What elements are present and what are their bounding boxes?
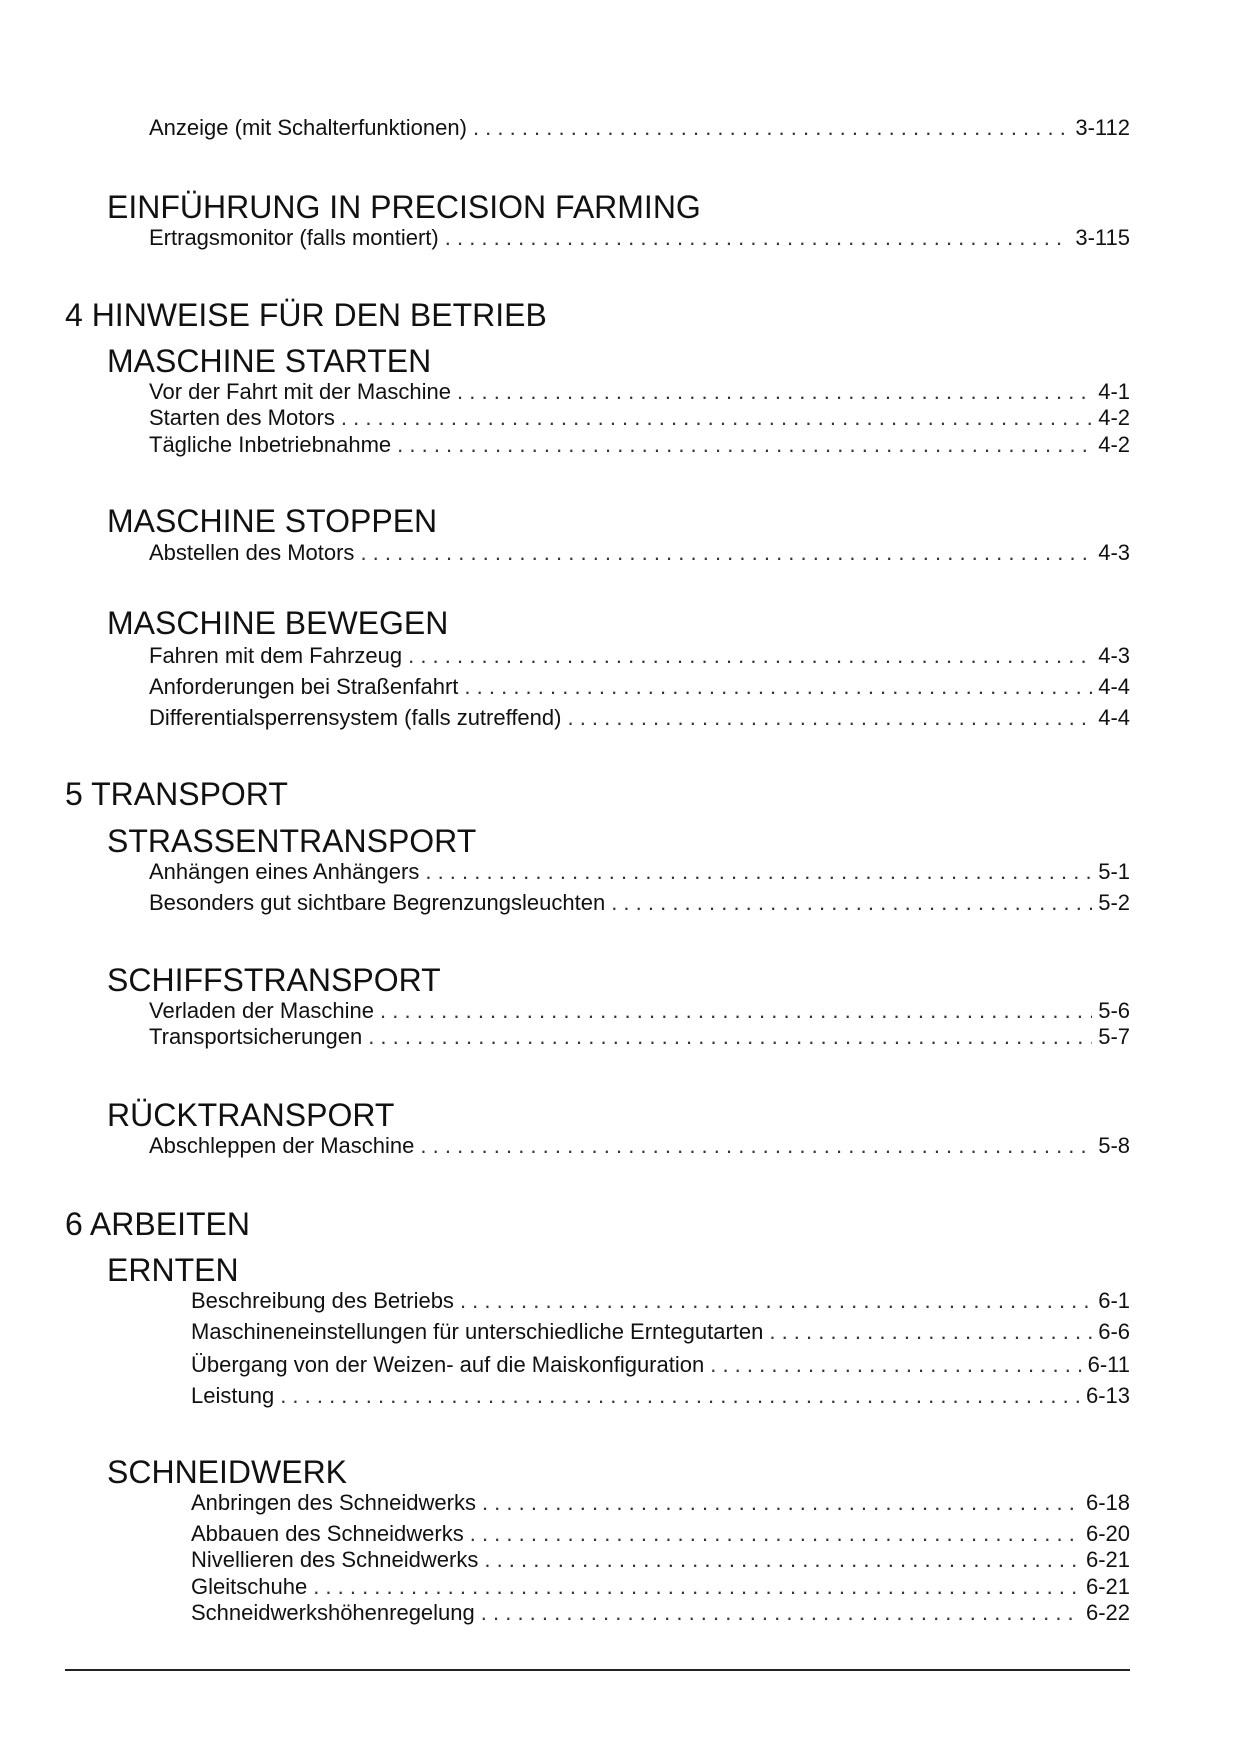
section-heading: MASCHINE BEWEGEN [107, 605, 449, 641]
section-heading: MASCHINE STOPPEN [107, 503, 438, 539]
toc-entry[interactable] [191, 1288, 1130, 1316]
toc-entry[interactable] [149, 705, 1130, 733]
dot-leader [420, 1133, 1092, 1159]
entry-page: 6-21 [1085, 1547, 1130, 1572]
entry-page: 3-115 [1075, 225, 1130, 250]
entry-title: Gleitschuhe [191, 1574, 308, 1599]
toc-entry[interactable] [149, 674, 1130, 702]
toc-entry[interactable] [191, 1383, 1130, 1411]
entry-page: 4-3 [1098, 540, 1130, 565]
section-heading: MASCHINE STARTEN [107, 343, 432, 379]
dot-leader [380, 998, 1092, 1024]
chapter-heading: 5 TRANSPORT [65, 776, 288, 812]
entry-title: Abstellen des Motors [149, 540, 355, 565]
dot-leader [567, 705, 1092, 731]
entry-page: 5-7 [1098, 1024, 1130, 1049]
section-heading: ERNTEN [107, 1252, 239, 1288]
dot-leader [408, 643, 1092, 669]
entry-title: Abbauen des Schneidwerks [191, 1521, 464, 1546]
entry-page: 5-1 [1098, 859, 1130, 884]
toc-entry[interactable] [149, 998, 1130, 1026]
entry-title: Starten des Motors [149, 405, 335, 430]
entry-page: 4-2 [1098, 432, 1130, 457]
entry-page: 6-21 [1085, 1574, 1130, 1599]
entry-page: 6-13 [1085, 1383, 1130, 1408]
dot-leader [710, 1352, 1081, 1378]
toc-entry[interactable] [191, 1521, 1130, 1549]
entry-page: 6-11 [1087, 1352, 1130, 1377]
toc-entry[interactable] [149, 405, 1130, 433]
toc-entry[interactable] [149, 1024, 1130, 1052]
entry-page: 6-1 [1098, 1288, 1130, 1313]
dot-leader [473, 115, 1069, 141]
entry-page: 4-2 [1098, 405, 1130, 430]
toc-entry[interactable] [191, 1490, 1130, 1518]
toc-entry[interactable] [149, 1133, 1130, 1161]
dot-leader [484, 1547, 1080, 1573]
entry-title: Schneidwerkshöhenregelung [191, 1600, 475, 1625]
entry-title: Transportsicherungen [149, 1024, 363, 1049]
entry-title: Anforderungen bei Straßenfahrt [149, 674, 459, 699]
toc-entry[interactable] [149, 225, 1130, 253]
dot-leader [341, 405, 1092, 431]
chapter-heading: 4 HINWEISE FÜR DEN BETRIEB [65, 297, 547, 333]
toc-entry[interactable] [149, 890, 1130, 918]
dot-leader [445, 225, 1070, 251]
section-heading: SCHNEIDWERK [107, 1454, 348, 1490]
toc-entry[interactable] [149, 379, 1130, 407]
entry-title: Anbringen des Schneidwerks [191, 1490, 476, 1515]
entry-title: Fahren mit dem Fahrzeug [149, 643, 403, 668]
dot-leader [313, 1574, 1080, 1600]
toc-entry[interactable] [191, 1574, 1130, 1602]
entry-title: Nivellieren des Schneidwerks [191, 1547, 479, 1572]
dot-leader [368, 1024, 1092, 1050]
entry-page: 6-20 [1085, 1521, 1130, 1546]
bottom-rule [65, 1669, 1130, 1671]
dot-leader [464, 674, 1092, 700]
dot-leader [360, 540, 1092, 566]
entry-title: Beschreibung des Betriebs [191, 1288, 454, 1313]
dot-leader [470, 1521, 1080, 1547]
dot-leader [457, 379, 1092, 405]
entry-page: 6-22 [1085, 1600, 1130, 1625]
entry-page: 4-3 [1098, 643, 1130, 668]
toc-entry[interactable] [149, 432, 1130, 460]
toc-entry[interactable] [149, 643, 1130, 671]
dot-leader [280, 1383, 1080, 1409]
entry-title: Anhängen eines Anhängers [149, 859, 420, 884]
entry-title: Ertragsmonitor (falls montiert) [149, 225, 439, 250]
toc-entry[interactable] [149, 859, 1130, 887]
entry-title: Verladen der Maschine [149, 998, 375, 1023]
section-heading: STRASSENTRANSPORT [107, 823, 477, 859]
entry-page: 5-6 [1098, 998, 1130, 1023]
entry-page: 6-6 [1098, 1319, 1130, 1344]
entry-title: Anzeige (mit Schalterfunktionen) [149, 115, 467, 140]
entry-page: 4-1 [1098, 379, 1130, 404]
toc-entry[interactable] [149, 540, 1130, 568]
entry-page: 4-4 [1098, 674, 1130, 699]
toc-entry[interactable] [191, 1319, 1130, 1347]
section-heading: SCHIFFSTRANSPORT [107, 962, 441, 998]
entry-page: 3-112 [1075, 115, 1130, 140]
entry-title: Vor der Fahrt mit der Maschine [149, 379, 452, 404]
entry-title: Besonders gut sichtbare Begrenzungsleuchten [149, 890, 606, 915]
entry-title: Differentialsperrensystem (falls zutreffend) [149, 705, 562, 730]
entry-page: 6-18 [1085, 1490, 1130, 1515]
dot-leader [460, 1288, 1092, 1314]
toc-entry[interactable] [191, 1600, 1130, 1628]
toc-entry[interactable] [191, 1352, 1130, 1380]
entry-page: 4-4 [1098, 705, 1130, 730]
entry-title: Abschleppen der Maschine [149, 1133, 415, 1158]
chapter-heading: 6 ARBEITEN [65, 1206, 250, 1242]
dot-leader [482, 1490, 1080, 1516]
entry-title: Übergang von der Weizen- auf die Maiskonfiguration [191, 1352, 705, 1377]
dot-leader [397, 432, 1092, 458]
entry-page: 5-2 [1098, 890, 1130, 915]
entry-title: Leistung [191, 1383, 275, 1408]
section-heading: EINFÜHRUNG IN PRECISION FARMING [107, 189, 701, 225]
dot-leader [425, 859, 1092, 885]
toc-entry[interactable] [191, 1547, 1130, 1575]
entry-title: Maschineneinstellungen für unterschiedliche Erntegutarten [191, 1319, 764, 1344]
dot-leader [611, 890, 1092, 916]
entry-page: 5-8 [1098, 1133, 1130, 1158]
entry-title: Tägliche Inbetriebnahme [149, 432, 392, 457]
toc-entry[interactable] [149, 115, 1130, 143]
dot-leader [481, 1600, 1080, 1626]
dot-leader [769, 1319, 1092, 1345]
section-heading: RÜCKTRANSPORT [107, 1097, 395, 1133]
